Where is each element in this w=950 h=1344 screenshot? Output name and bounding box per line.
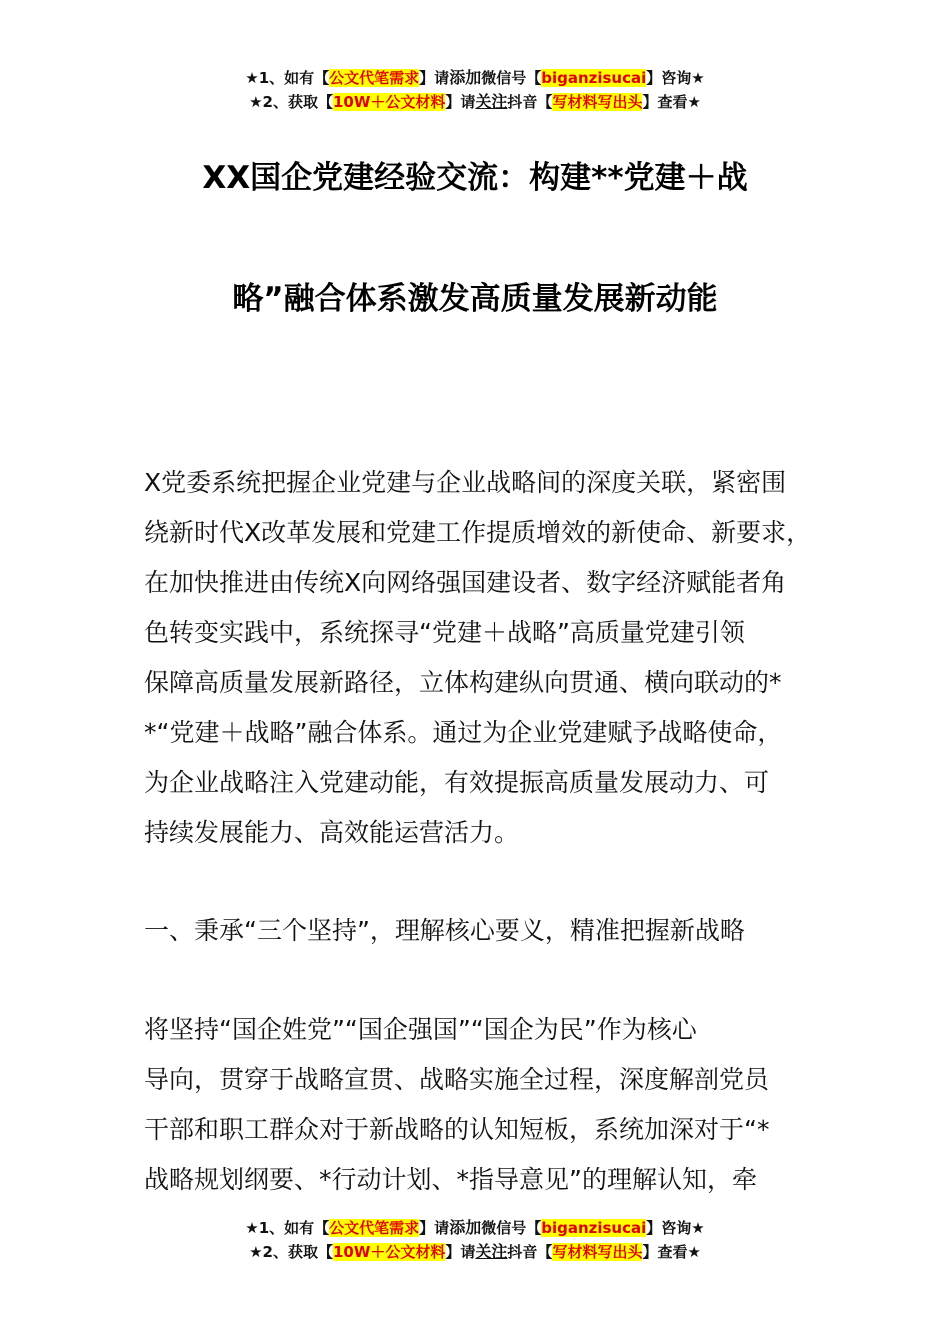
banner-text: 】请	[419, 69, 450, 87]
highlight-service: 公文代笔需求	[329, 69, 420, 87]
footer-banner	[0, 1216, 950, 1264]
highlight-materials: 10W＋公文材料	[332, 93, 446, 111]
banner-emphasis: 添加	[449, 68, 482, 87]
banner-text: 抖音【	[507, 93, 553, 111]
document-title-line-1: XX国企党建经验交流：构建**党建＋战	[202, 160, 748, 196]
banner-line-2	[0, 90, 950, 114]
banner-text: ★2、获取【	[249, 1243, 333, 1261]
wechat-id[interactable]: biganzisucai	[541, 69, 647, 87]
banner-text: 】请	[419, 1219, 450, 1237]
body-paragraph-2	[144, 1005, 834, 1205]
banner-text: 微信号【	[481, 69, 542, 87]
banner-text: 】咨询★	[646, 1219, 705, 1237]
text-line: 色转变实践中，系统探寻“党建＋战略”高质量党建引领	[144, 618, 745, 647]
banner-text: ★1、如有【	[245, 1219, 330, 1237]
text-line: *“党建＋战略”融合体系。通过为企业党建赋予战略使命，	[144, 718, 783, 747]
heading-text: 一、秉承“三个坚持”，理解核心要义，精准把握新战略	[144, 916, 745, 945]
banner-line-1	[0, 66, 950, 90]
banner-emphasis: 关注	[475, 92, 508, 111]
wechat-id[interactable]: biganzisucai	[541, 1219, 647, 1237]
highlight-service: 公文代笔需求	[329, 1219, 420, 1237]
text-line: 保障高质量发展新路径，立体构建纵向贯通、横向联动的*	[144, 668, 782, 697]
banner-line-1	[0, 1216, 950, 1240]
text-line: 为企业战略注入党建动能，有效提振高质量发展动力、可	[144, 768, 770, 797]
text-line: 干部和职工群众对于新战略的认知短板，系统加深对于“*	[144, 1115, 770, 1144]
banner-text: 】查看★	[642, 1243, 701, 1261]
banner-line-2	[0, 1240, 950, 1264]
text-line: 在加快推进由传统X向网络强国建设者、数字经济赋能者角	[144, 568, 787, 597]
banner-text: 微信号【	[481, 1219, 542, 1237]
banner-emphasis: 添加	[449, 1218, 482, 1237]
banner-text: ★2、获取【	[249, 93, 333, 111]
text-line: 导向，贯穿于战略宣贯、战略实施全过程，深度解剖党员	[144, 1065, 770, 1094]
banner-emphasis: 关注	[475, 1242, 508, 1261]
text-line: 持续发展能力、高效能运营活力。	[144, 818, 520, 847]
text-line: 战略规划纲要、*行动计划、*指导意见”的理解认知，牵	[144, 1165, 757, 1194]
banner-text: 】咨询★	[646, 69, 705, 87]
text-line: 将坚持“国企姓党”“国企强国”“国企为民”作为核心	[144, 1015, 697, 1044]
text-line: X党委系统把握企业党建与企业战略间的深度关联，紧密围	[144, 468, 787, 497]
highlight-materials: 10W＋公文材料	[332, 1243, 446, 1261]
body-paragraph-1	[144, 458, 834, 858]
banner-text: 】请	[445, 93, 476, 111]
banner-text: 】请	[445, 1243, 476, 1261]
douyin-account[interactable]: 写材料写出头	[552, 1243, 643, 1261]
header-banner	[0, 66, 950, 114]
section-heading-1	[144, 906, 834, 956]
banner-text: ★1、如有【	[245, 69, 330, 87]
text-line: 绕新时代X改革发展和党建工作提质增效的新使命、新要求，	[144, 518, 812, 547]
banner-text: 抖音【	[507, 1243, 553, 1261]
banner-text: 】查看★	[642, 93, 701, 111]
document-title-line-2: 略”融合体系激发高质量发展新动能	[232, 281, 718, 317]
douyin-account[interactable]: 写材料写出头	[552, 93, 643, 111]
